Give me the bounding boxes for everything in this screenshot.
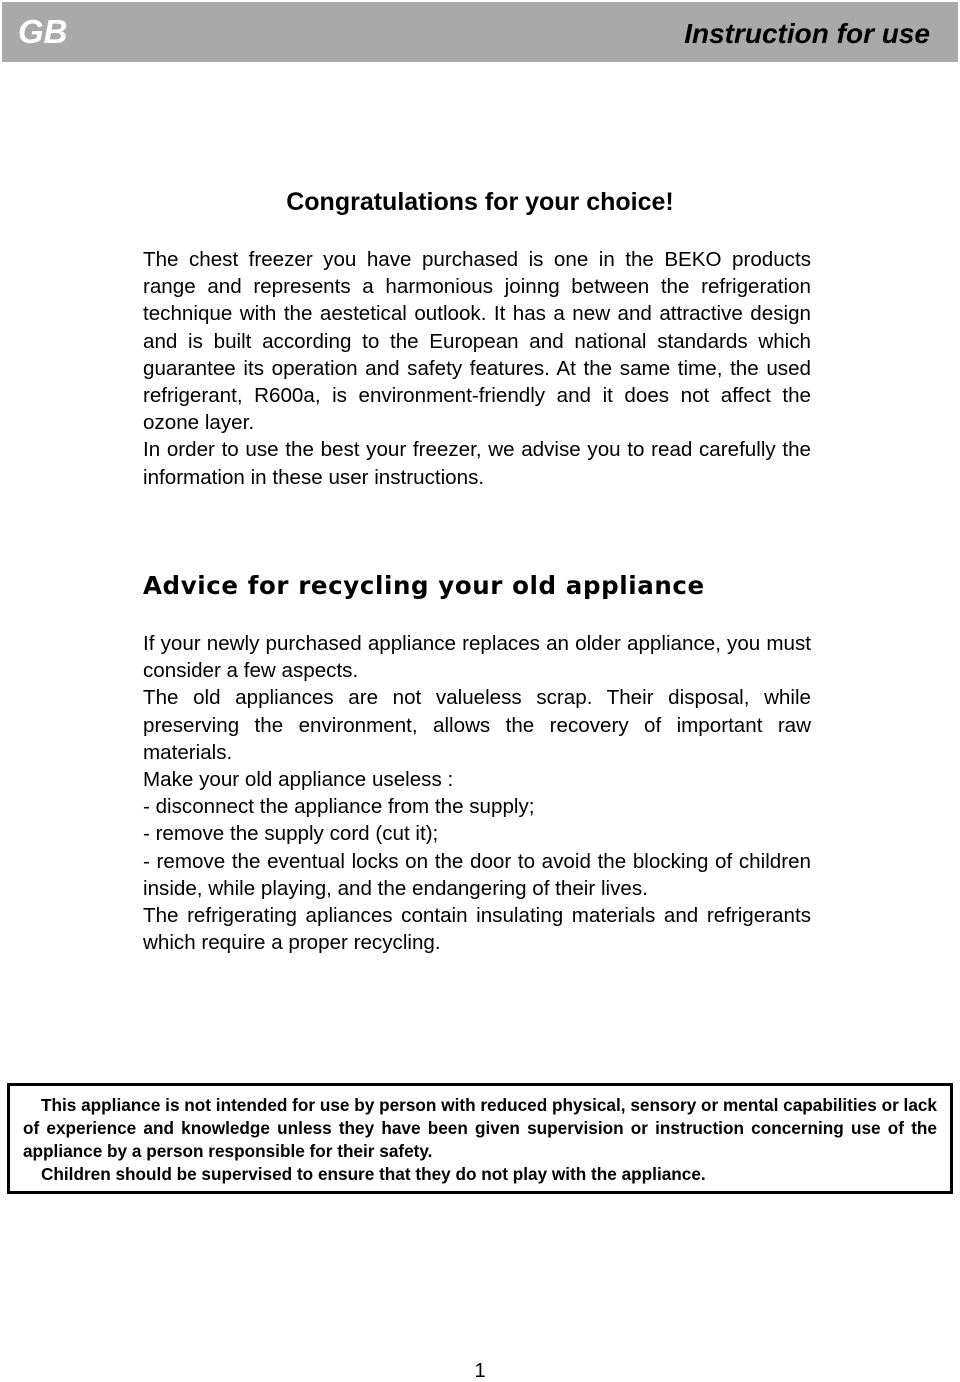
safety-notice-text: This appliance is not intended for use by person with reduced physical, sensory or mental capabilities or lack of experience and knowledge unless they have been given supervision or instruction concerning use of the appliance by a person responsible for their safety. (23, 1095, 937, 1161)
safety-notice-box (7, 1083, 953, 1194)
intro-section (143, 246, 811, 491)
intro-paragraph: In order to use the best your freezer, we advise you to read carefully the information in these user instructions. (143, 438, 811, 489)
recycling-step: - disconnect the appliance from the supply; (143, 795, 535, 819)
recycling-paragraph: The refrigerating apliances contain insulating materials and refrigerants which require a proper recycling. (143, 904, 811, 955)
intro-heading: Congratulations for your choice! (286, 188, 674, 216)
page-number: 1 (474, 1360, 486, 1382)
recycling-step: - remove the supply cord (cut it); (143, 822, 439, 846)
recycling-step: - remove the eventual locks on the door to avoid the blocking of children inside, while playing, and the endangering of their lives. (143, 849, 811, 900)
recycling-paragraph: If your newly purchased appliance replaces an older appliance, you must consider a few aspects. (143, 632, 811, 683)
recycling-section (143, 630, 811, 956)
intro-paragraph: The chest freezer you have purchased is one in the BEKO products range and represents a harmonious joinng between the refrigeration technique with the aestetical outlook. It has a new and attractive design and is built according to the European and national standards which guarantee its operation and safety features. At the same time, the used refrigerant, R600a, is environment-friendly and it does not affect the ozone layer. (143, 248, 811, 435)
header-bar (2, 2, 958, 62)
recycling-heading: Advice for recycling your old appliance (143, 571, 705, 600)
recycling-paragraph: The old appliances are not valueless scrap. Their disposal, while preserving the environment, allows the recovery of important raw materials. (143, 686, 811, 764)
document-title: Instruction for use (684, 18, 930, 49)
recycling-paragraph: Make your old appliance useless : (143, 768, 454, 792)
language-code: GB (18, 13, 68, 50)
safety-notice-text: Children should be supervised to ensure that they do not play with the appliance. (41, 1164, 706, 1184)
